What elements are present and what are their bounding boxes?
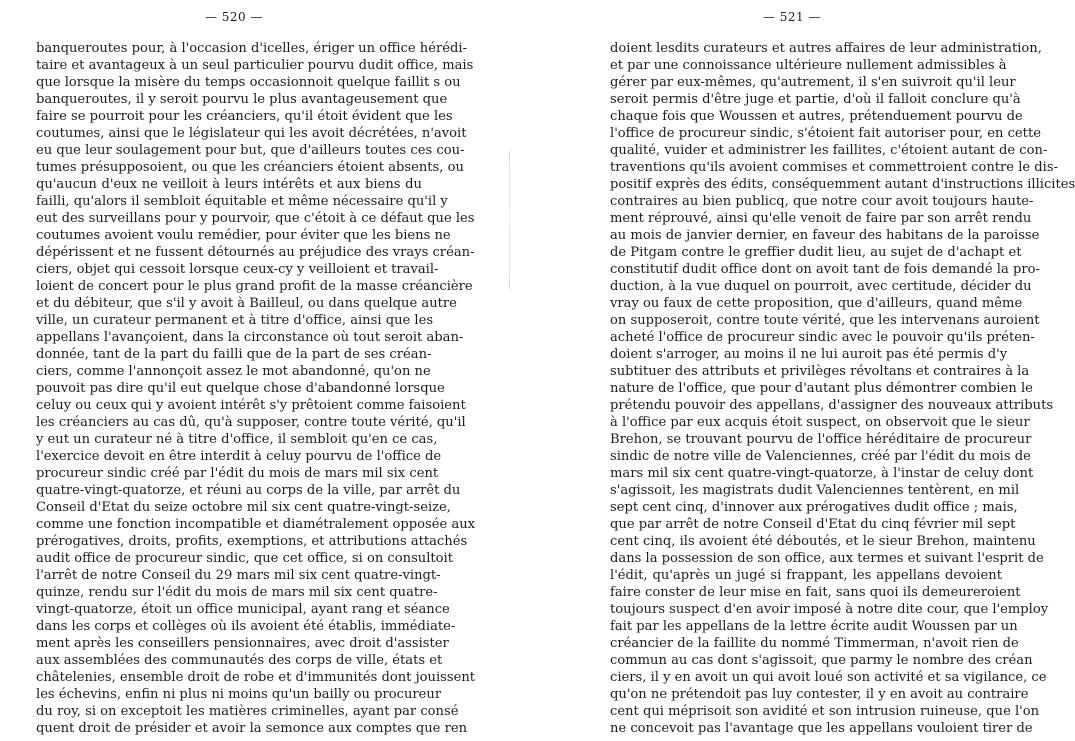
text-line: au mois de janvier dernier, en faveur des habitans de la paroisse bbox=[610, 228, 1040, 243]
text-line: acheté l'office de procureur sindic avec le pouvoir qu'ils préten- bbox=[610, 330, 1035, 345]
text-line: chaque fois que Woussen et autres, prétenduement pourvu de bbox=[610, 109, 1023, 124]
text-line: appellans l'avançoient, dans la circonstance où tout seroit aban- bbox=[36, 330, 464, 345]
text-line: failli, qu'alors il sembloit équitable et même nécessaire qu'il y bbox=[36, 194, 448, 209]
text-line: et par une connoissance ultérieure nullement admissibles à bbox=[610, 58, 1007, 73]
text-line: ciers, comme l'annonçoit assez le mot abandonné, qu'on ne bbox=[36, 364, 431, 379]
text-line: ciers, il y en avoit un qui avoit loué son activité et sa vigilance, ce bbox=[610, 670, 1047, 685]
text-line: eut des surveillans pour y pourvoir, que c'étoit à ce défaut que les bbox=[36, 211, 475, 226]
text-line: l'exercice devoit en être interdit à celuy pourvu de l'office de bbox=[36, 449, 442, 464]
page-body bbox=[610, 40, 1075, 737]
text-line: contraires au bien publicq, que notre cour avoit toujours haute- bbox=[610, 194, 1034, 209]
text-line: donnée, tant de la part du failli que de la part de ses créan- bbox=[36, 347, 432, 362]
text-line: ciers, objet qui cessoit lorsque ceux-cy y veilloient et travail- bbox=[36, 262, 439, 277]
text-line: ment après les conseillers pensionnaires, avec droit d'assister bbox=[36, 636, 449, 651]
text-line: tumes présupposoient, ou que les créanciers étoient absents, ou bbox=[36, 160, 464, 175]
text-line: doient s'arroger, au moins il ne lui auroit pas été permis d'y bbox=[610, 347, 1008, 362]
text-line: banqueroutes pour, à l'occasion d'icelles, ériger un office hérédi- bbox=[36, 41, 467, 56]
page-number: — 520 — bbox=[204, 10, 264, 24]
text-line: positif exprès des édits, conséquemment autant d'instructions illicites bbox=[610, 177, 1075, 192]
gutter-divider bbox=[509, 150, 510, 290]
page-body bbox=[36, 40, 476, 737]
text-line: commun au cas dont s'agissoit, que parmy le nombre des créan bbox=[610, 653, 1033, 668]
text-line: faire conster de leur mise en fait, sans quoi ils demeureroient bbox=[610, 585, 1021, 600]
text-line: y eut un curateur né à titre d'office, il sembloit qu'en ce cas, bbox=[36, 432, 438, 447]
text-line: pouvoit pas dire qu'il eut quelque chose d'abandonné lorsque bbox=[36, 381, 445, 396]
text-line: ville, un curateur permanent et à titre d'office, ainsi que les bbox=[36, 313, 434, 328]
text-line: de Pitgam contre le greffier dudit lieu, au sujet de d'achapt et bbox=[610, 245, 1022, 260]
text-line: fait par les appellans de la lettre écrite audit Woussen par un bbox=[610, 619, 1018, 634]
page-number: — 521 — bbox=[762, 10, 822, 24]
text-line: quent droit de présider et avoir la semonce aux comptes que ren bbox=[36, 721, 468, 736]
text-line: l'arrêt de notre Conseil du 29 mars mil six cent quatre-vingt- bbox=[36, 568, 441, 583]
text-line: sindic de notre ville de Valenciennes, créé par l'édit du mois de bbox=[610, 449, 1031, 464]
text-line: sept cent cinq, d'innover aux prérogatives dudit office ; mais, bbox=[610, 500, 1018, 515]
text-line: eu que leur soulagement pour but, que d'ailleurs toutes ces cou- bbox=[36, 143, 465, 158]
text-line: ne concevoit pas l'avantage que les appellans vouloient tirer de bbox=[610, 721, 1033, 736]
text-line: qu'aucun d'eux ne veilloit à leurs intérêts et aux biens du bbox=[36, 177, 422, 192]
text-line: constitutif dudit office dont on avoit tant de fois demandé la pro- bbox=[610, 262, 1040, 277]
text-line: nature de l'office, que pour d'autant plus démontrer combien le bbox=[610, 381, 1033, 396]
text-line: on supposeroit, contre toute vérité, que les intervenans auroient bbox=[610, 313, 1040, 328]
text-line: prétendu pouvoir des appellans, d'assigner des nouveaux attributs bbox=[610, 398, 1054, 413]
text-line: Conseil d'Etat du seize octobre mil six cent quatre-vingt-seize, bbox=[36, 500, 451, 515]
text-line: vray ou faux de cette proposition, que d'ailleurs, quand même bbox=[610, 296, 1023, 311]
text-line: subtituer des attributs et privilèges révoltans et contraires à la bbox=[610, 364, 1030, 379]
text-line: doient lesdits curateurs et autres affaires de leur administration, bbox=[610, 41, 1042, 56]
text-line: gérer par eux-mêmes, qu'autrement, il s'en suivroit qu'il leur bbox=[610, 75, 1016, 90]
text-line: toujours suspect d'en avoir imposé à notre dite cour, que l'employ bbox=[610, 602, 1049, 617]
text-line: seroit permis d'être juge et partie, d'où il falloit conclure qu'à bbox=[610, 92, 1021, 107]
text-line: prérogatives, droits, profits, exemptions, et attributions attachés bbox=[36, 534, 468, 549]
text-line: taire et avantageux à un seul particulier pourvu dudit office, mais bbox=[36, 58, 474, 73]
text-line: les échevins, enfin ni plus ni moins qu'un bailly ou procureur bbox=[36, 687, 442, 702]
text-line: dans les corps et collèges où ils avoient été établis, immédiate- bbox=[36, 619, 456, 634]
text-line: audit office de procureur sindic, que cet office, si on consultoit bbox=[36, 551, 454, 566]
text-line: dépérissent et ne fussent détournés au préjudice des vrays créan- bbox=[36, 245, 475, 260]
text-line: qualité, vuider et administrer les faillites, c'étoient autant de con- bbox=[610, 143, 1048, 158]
text-line: du roy, si on exceptoit les matières criminelles, ayant par consé bbox=[36, 704, 459, 719]
text-line: coutumes, ainsi que le législateur qui les avoit décrétées, n'avoit bbox=[36, 126, 467, 141]
text-line: comme une fonction incompatible et diamétralement opposée aux bbox=[36, 517, 476, 532]
text-line: châtelenies, ensemble droit de robe et d'immunités dont jouissent bbox=[36, 670, 476, 685]
text-line: à l'office par eux acquis étoit suspect, on observoit que le sieur bbox=[610, 415, 1030, 430]
text-line: quatre-vingt-quatorze, et réuni au corps de la ville, par arrêt du bbox=[36, 483, 461, 498]
text-line: s'agissoit, les magistrats dudit Valenciennes tentèrent, en mil bbox=[610, 483, 1020, 498]
text-line: et du débiteur, que s'il y avoit à Bailleul, ou dans quelque autre bbox=[36, 296, 457, 311]
text-line: faire se pourroit pour les créanciers, qu'il étoit évident que les bbox=[36, 109, 453, 124]
text-line: dans la possession de son office, aux termes et suivant l'esprit de bbox=[610, 551, 1044, 566]
text-line: celuy ou ceux qui y avoient intérêt s'y prêtoient comme faisoient bbox=[36, 398, 466, 413]
text-line: l'édit, qu'après un jugé si frappant, les appellans devoient bbox=[610, 568, 1002, 583]
text-line: Brehon, se trouvant pourvu de l'office héréditaire de procureur bbox=[610, 432, 1032, 447]
text-line: qu'on ne prétendoit pas luy contester, il y en avoit au contraire bbox=[610, 687, 1029, 702]
text-line: quinze, rendu sur l'édit du mois de mars mil six cent quatre- bbox=[36, 585, 438, 600]
text-line: vingt-quatorze, étoit un office municipal, ayant rang et séance bbox=[36, 602, 450, 617]
text-line: les créanciers au cas dû, qu'à supposer, contre toute vérité, qu'il bbox=[36, 415, 466, 430]
text-line: banqueroutes, il y seroit pourvu le plus avantageusement que bbox=[36, 92, 448, 107]
text-line: que lorsque la misère du temps occasionnoit quelque faillit s ou bbox=[36, 75, 461, 90]
text-line: traventions qu'ils avoient commises et commettroient contre le dis- bbox=[610, 160, 1059, 175]
text-line: coutumes avoient voulu remédier, pour éviter que les biens ne bbox=[36, 228, 451, 243]
text-line: l'office de procureur sindic, s'étoient fait autoriser pour, en cette bbox=[610, 126, 1041, 141]
text-line: ment réprouvé, ainsi qu'elle venoit de faire par son arrêt rendu bbox=[610, 211, 1032, 226]
text-line: mars mil six cent quatre-vingt-quatorze, à l'instar de celuy dont bbox=[610, 466, 1034, 481]
text-line: aux assemblées des communautés des corps de ville, états et bbox=[36, 653, 443, 668]
text-line: cent cinq, ils avoient été déboutés, et le sieur Brehon, maintenu bbox=[610, 534, 1036, 549]
right-page bbox=[512, 0, 1075, 741]
left-page bbox=[0, 0, 512, 741]
text-line: duction, à la vue duquel on pourroit, avec certitude, décider du bbox=[610, 279, 1032, 294]
text-line: créancier de la faillite du nommé Timmerman, n'avoit rien de bbox=[610, 636, 1019, 651]
text-line: loient de concert pour le plus grand profit de la masse créancière bbox=[36, 279, 473, 294]
text-line: que par arrêt de notre Conseil d'Etat du cinq février mil sept bbox=[610, 517, 1016, 532]
text-line: cent qui méprisoit son avidité et son intrusion ruineuse, que l'on bbox=[610, 704, 1040, 719]
text-line: procureur sindic créé par l'édit du mois de mars mil six cent bbox=[36, 466, 439, 481]
